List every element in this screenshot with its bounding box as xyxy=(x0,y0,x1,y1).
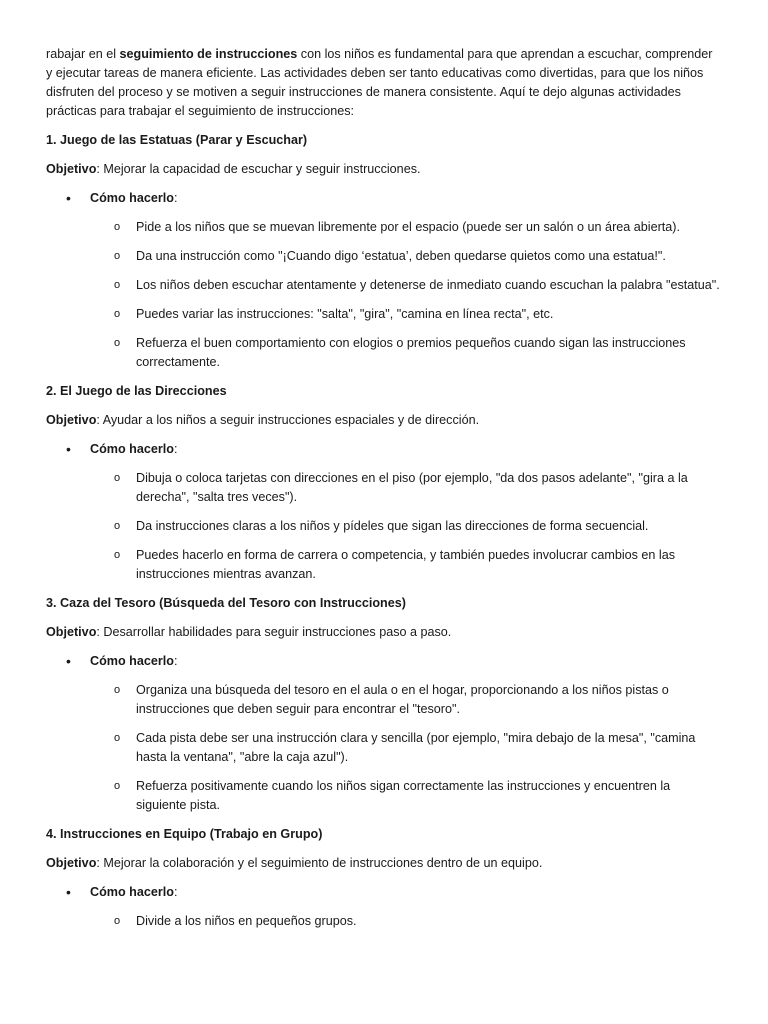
how-list xyxy=(46,652,722,815)
list-item: o Da una instrucción como "¡Cuando digo ‘estatua’, deben quedarse quietos como una estatua!". xyxy=(90,247,722,266)
list-item: o Refuerza positivamente cuando los niños sigan correctamente las instrucciones y encuentren la siguiente pista. xyxy=(90,777,722,815)
objective-text: : Mejorar la colaboración y el seguimiento de instrucciones dentro de un equipo. xyxy=(96,856,543,870)
section-title: 3. Caza del Tesoro (Búsqueda del Tesoro con Instrucciones) xyxy=(46,596,406,610)
list-item: o Dibuja o coloca tarjetas con direcciones en el piso (por ejemplo, "da dos pasos adelante", "gira a la derecha", "salta tres veces"). xyxy=(90,469,722,507)
objective-label: Objetivo xyxy=(46,856,97,870)
section-objective xyxy=(46,411,722,430)
section-4 xyxy=(46,825,722,931)
how-label-line xyxy=(90,652,722,671)
how-label: Cómo hacerlo xyxy=(90,442,174,456)
section-title: 2. El Juego de las Direcciones xyxy=(46,384,227,398)
how-label: Cómo hacerlo xyxy=(90,191,174,205)
how-label-line xyxy=(90,440,722,459)
list-item: o Pide a los niños que se muevan libremente por el espacio (puede ser un salón o un área abierta). xyxy=(90,218,722,237)
how-label-line xyxy=(90,883,722,902)
how-list xyxy=(46,440,722,584)
how-colon: : xyxy=(173,442,178,456)
how-list xyxy=(46,883,722,931)
steps-list xyxy=(90,912,722,931)
how-label: Cómo hacerlo xyxy=(90,654,174,668)
list-item: o Refuerza el buen comportamiento con elogios o premios pequeños cuando sigan las instrucciones correctamente. xyxy=(90,334,722,372)
intro-text-after: con los niños es fundamental para que aprendan a escuchar, comprender y ejecutar tareas de manera eficiente. Las actividades deben ser tanto educativas como divertidas, para que los niños disfruten del proceso y se motiven a seguir instrucciones de manera consistente. Aquí te dejo algunas actividades prácticas para trabajar el seguimiento de instrucciones: xyxy=(46,47,713,118)
section-objective xyxy=(46,854,722,873)
list-item: o Puedes hacerlo en forma de carrera o competencia, y también puedes involucrar cambios en las instrucciones mientras avanzan. xyxy=(90,546,722,584)
steps-list xyxy=(90,681,722,815)
how-colon: : xyxy=(173,191,178,205)
list-item: o Divide a los niños en pequeños grupos. xyxy=(90,912,722,931)
how-label: Cómo hacerlo xyxy=(90,885,174,899)
how-item xyxy=(46,652,722,815)
intro-paragraph xyxy=(46,45,722,121)
how-colon: : xyxy=(173,885,178,899)
list-item: o Los niños deben escuchar atentamente y detenerse de inmediato cuando escuchan la palabra "estatua". xyxy=(90,276,722,295)
section-objective xyxy=(46,623,722,642)
section-title: 1. Juego de las Estatuas (Parar y Escuchar) xyxy=(46,133,308,147)
objective-text: : Ayudar a los niños a seguir instrucciones espaciales y de dirección. xyxy=(96,413,480,427)
list-item: o Cada pista debe ser una instrucción clara y sencilla (por ejemplo, "mira debajo de la mesa", "camina hasta la ventana", "abre la caja azul"). xyxy=(90,729,722,767)
intro-bold-term: seguimiento de instrucciones xyxy=(119,47,298,61)
objective-label: Objetivo xyxy=(46,413,97,427)
how-list xyxy=(46,189,722,372)
objective-label: Objetivo xyxy=(46,625,97,639)
section-2 xyxy=(46,382,722,584)
section-3 xyxy=(46,594,722,815)
how-item xyxy=(46,189,722,372)
objective-text: : Mejorar la capacidad de escuchar y seguir instrucciones. xyxy=(96,162,421,176)
how-item xyxy=(46,883,722,931)
section-title: 4. Instrucciones en Equipo (Trabajo en Grupo) xyxy=(46,827,323,841)
list-item: o Organiza una búsqueda del tesoro en el aula o en el hogar, proporcionando a los niños pistas o instrucciones que deben seguir para encontrar el "tesoro". xyxy=(90,681,722,719)
intro-text-before: rabajar en el xyxy=(46,47,120,61)
section-objective xyxy=(46,160,722,179)
objective-text: : Desarrollar habilidades para seguir instrucciones paso a paso. xyxy=(96,625,452,639)
objective-label: Objetivo xyxy=(46,162,97,176)
list-item: o Da instrucciones claras a los niños y pídeles que sigan las direcciones de forma secuencial. xyxy=(90,517,722,536)
how-item xyxy=(46,440,722,584)
steps-list xyxy=(90,469,722,584)
steps-list xyxy=(90,218,722,372)
how-colon: : xyxy=(173,654,178,668)
how-label-line xyxy=(90,189,722,208)
section-1 xyxy=(46,131,722,372)
list-item: o Puedes variar las instrucciones: "salta", "gira", "camina en línea recta", etc. xyxy=(90,305,722,324)
